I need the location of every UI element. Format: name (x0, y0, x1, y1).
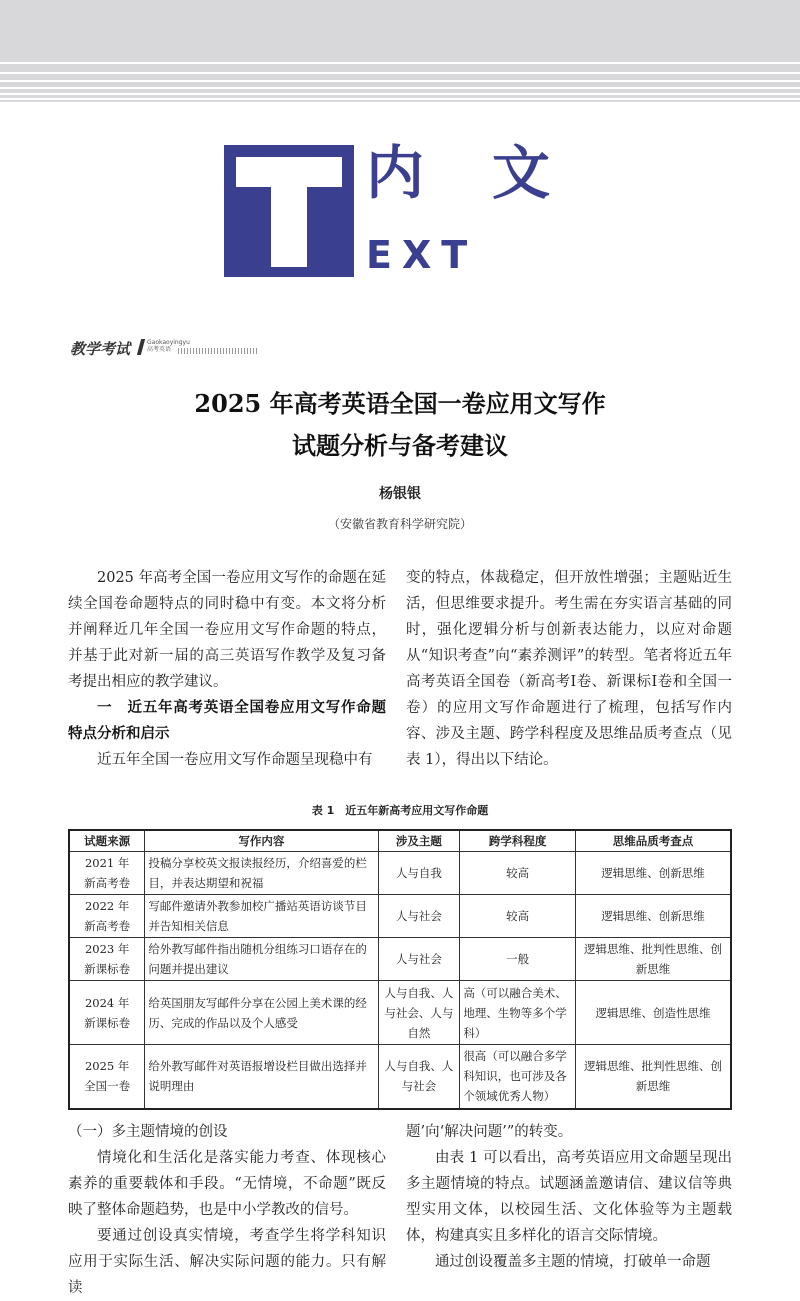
data-table (68, 829, 732, 1110)
cell-theme: 人与自我、人与社会 (378, 1045, 460, 1109)
header-stripe (0, 62, 800, 64)
table-header-row (69, 830, 731, 852)
cell-source (69, 895, 145, 938)
logo-t-block (224, 145, 354, 277)
cell-source (69, 981, 145, 1045)
cell-content: 给英国朋友写邮件分享在公园上美术课的经历、完成的作品以及个人感受 (145, 981, 378, 1045)
paragraph: 由表 1 可以看出，高考英语应用文命题呈现出多主题情境的特点。试题涵盖邀请信、建议信等典型实用文体，以校园生活、文化体验等为主题载体，构建真实且多样化的语言交际情境。 (406, 1150, 732, 1244)
column-header: 跨学科程度 (460, 830, 576, 852)
cell-thinking: 逻辑思维、批判性思维、创新思维 (575, 938, 731, 981)
cell-year: 2023 年 (84, 942, 130, 956)
cell-cross: 较高 (460, 895, 576, 938)
logo-chinese-wen: 文 (492, 139, 551, 207)
right-column (406, 565, 732, 773)
cell-thinking: 逻辑思维、创新思维 (575, 852, 731, 895)
cell-source (69, 938, 145, 981)
paragraph: 要通过创设真实情境，考查学生将学科知识应用于实际生活、解决实际问题的能力。只有解读 (68, 1228, 386, 1296)
paragraph: 通过创设覆盖多主题的情境，打破单一命题 (435, 1254, 711, 1270)
bottom-right-column (406, 1119, 732, 1275)
cell-cross: 很高（可以融合多学科知识，也可涉及各个领域优秀人物） (460, 1045, 576, 1109)
header-stripe (0, 87, 800, 89)
table-caption: 表 1 近五年新高考应用文写作命题 (311, 804, 489, 817)
left-column (68, 565, 386, 773)
cell-cross: 较高 (460, 852, 576, 895)
bottom-left-column (68, 1119, 386, 1301)
column-header: 涉及主题 (378, 830, 460, 852)
cell-cross: 高（可以融合美术、地理、生物等多个学科） (460, 981, 576, 1045)
article-title-line2: 试题分析与备考建议 (292, 431, 508, 460)
subsection-heading: （一）多主题情境的创设 (68, 1124, 228, 1140)
paragraph: 题’向‘解决问题’”的转变。 (406, 1124, 573, 1140)
logo-ext: EXT (366, 233, 478, 277)
section-sub-cn: 高考英语 (147, 346, 172, 353)
table-row (69, 981, 731, 1045)
logo-t-stem (271, 157, 307, 267)
table-row (69, 938, 731, 981)
cell-content: 写邮件邀请外教参加校广播站英语访谈节目并告知相关信息 (145, 895, 378, 938)
cell-content: 给外教写邮件指出随机分组练习口语存在的问题并提出建议 (145, 938, 378, 981)
section-hatch (178, 348, 258, 354)
cell-thinking: 逻辑思维、批判性思维、创新思维 (575, 1045, 731, 1109)
section-slash (137, 339, 145, 355)
column-header: 试题来源 (69, 830, 145, 852)
table-row (69, 895, 731, 938)
header-stripe (0, 98, 800, 100)
cell-paper: 新高考卷 (84, 919, 131, 933)
column-header: 写作内容 (145, 830, 378, 852)
header-stripe (0, 72, 800, 74)
cell-source (69, 852, 145, 895)
section-sub-pinyin: Gaokaoyingyu (147, 339, 190, 346)
cell-paper: 新课标卷 (84, 1015, 131, 1030)
cell-content: 给外教写邮件对英语报增设栏目做出选择并说明理由 (145, 1045, 378, 1109)
cell-cross: 一般 (460, 938, 576, 981)
section-heading: 一 近五年高考英语全国卷应用文写作命题特点分析和启示 (68, 699, 386, 742)
article-author: 杨银银 (379, 486, 421, 502)
logo-chinese-nei: 内 (366, 139, 425, 207)
section-tag: 教学考试 (70, 340, 131, 358)
cell-theme: 人与社会 (378, 938, 460, 981)
table-row (69, 852, 731, 895)
cell-paper: 新课标卷 (84, 962, 131, 976)
header-stripe (0, 80, 800, 82)
article-title-line1: 2025 年高考英语全国一卷应用文写作 (194, 389, 606, 418)
cell-paper: 全国一卷 (84, 1079, 131, 1094)
cell-year: 2022 年 (84, 899, 130, 913)
article-affiliation: （安徽省教育科学研究院） (327, 517, 472, 531)
cell-theme: 人与自我 (378, 852, 460, 895)
cell-source (69, 1045, 145, 1109)
cell-content: 投稿分享校英文报读报经历，介绍喜爱的栏目，并表达期望和祝福 (145, 852, 378, 895)
cell-theme: 人与社会 (378, 895, 460, 938)
cell-theme: 人与自我、人与社会、人与自然 (378, 981, 460, 1045)
paragraph: 近五年全国一卷应用文写作命题呈现稳中有 (97, 752, 373, 768)
column-header: 思维品质考查点 (575, 830, 731, 852)
cell-year: 2021 年 (84, 856, 130, 870)
cell-paper: 新高考卷 (84, 876, 131, 890)
table-row (69, 1045, 731, 1109)
paragraph: 变的特点，体裁稳定，但开放性增强；主题贴近生活，但思维要求提升。考生需在夯实语言基础的同时，强化逻辑分析与创新表达能力，以应对命题从“知识考查”向“素养测评”的转型。笔者将近五年高考英语全国卷（新高考Ⅰ卷、新课标Ⅰ卷和全国一卷）的应用文写作命题进行了梳理，包括写作内容、涉及主题、跨学科程度及思维品质考查点（见表 1），得出以下结论。 (406, 570, 732, 768)
header-stripe (0, 93, 800, 95)
cell-year: 2025 年 (84, 1059, 130, 1074)
paragraph: 情境化和生活化是落实能力考查、体现核心素养的重要载体和手段。“无情境，不命题”既反映了整体命题趋势，也是中小学教改的信号。 (68, 1150, 386, 1218)
cell-year: 2024 年 (84, 995, 130, 1010)
cell-thinking: 逻辑思维、创造性思维 (575, 981, 731, 1045)
paragraph: 2025 年高考全国一卷应用文写作的命题在延续全国卷命题特点的同时稳中有变。本文将分析并阐释近几年全国一卷应用文写作命题的特点，并基于此对新一届的高三英语写作教学及复习备考提出相应的教学建议。 (68, 570, 386, 690)
cell-thinking: 逻辑思维、创新思维 (575, 895, 731, 938)
